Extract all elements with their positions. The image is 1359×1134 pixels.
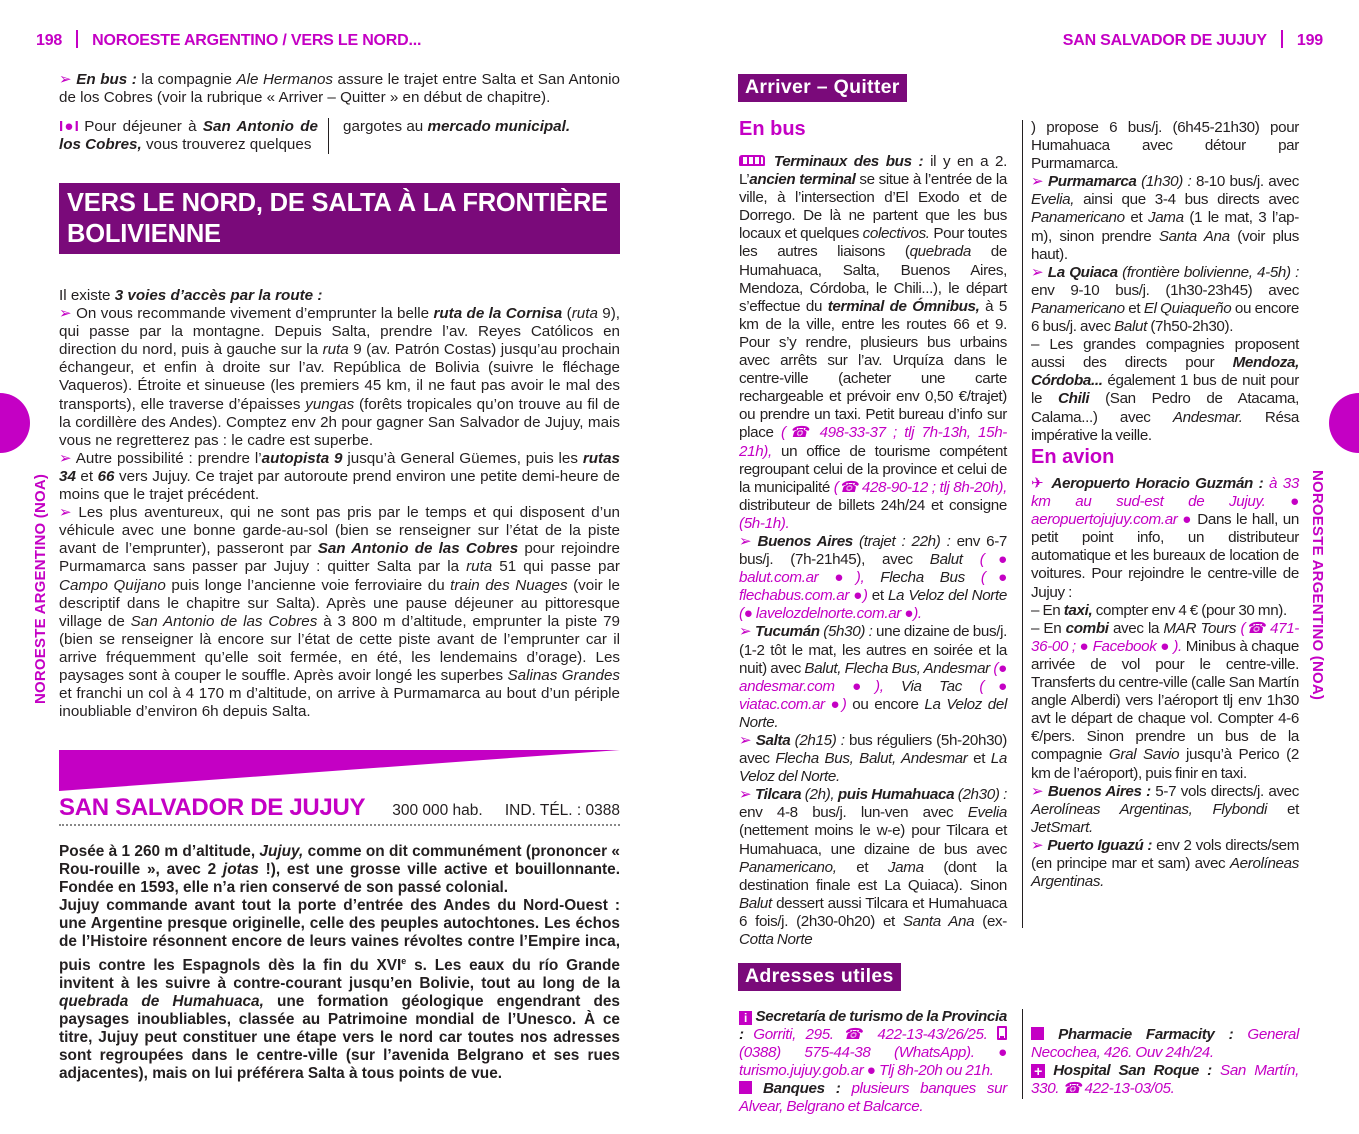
text-bold: rutas 34 [59, 449, 620, 485]
arrow-right-icon: ➢ [739, 732, 752, 749]
adresses-column-1 [739, 1008, 1007, 1117]
link-flechabus[interactable]: (● flechabus.com.ar ●) [739, 569, 1007, 605]
text: et [836, 858, 888, 876]
destination-label: Buenos Aires : [1047, 782, 1151, 800]
terminaux-paragraph [739, 153, 1007, 533]
city-phone-code: IND. TÉL. : 0388 [504, 802, 620, 819]
text: 8-10 bus/j. avec [1191, 173, 1299, 191]
adresses-column-2 [1031, 1026, 1299, 1098]
city-title: SAN SALVADOR DE JUJUY [59, 794, 366, 821]
right-column-1 [739, 153, 1007, 949]
secretaria-turismo [739, 1008, 1007, 1080]
arrow-right-icon: ➢ [1031, 836, 1044, 854]
bus-purmamarca [1031, 173, 1299, 263]
text-italic: train des Nuages [450, 576, 568, 594]
text-italic: San Antonio de las Cobres [130, 612, 318, 630]
text-italic: Balut [739, 894, 772, 912]
address-phone[interactable]: San Martín, 330. ☎ 422-13-03/05. [1031, 1062, 1300, 1098]
text: – Les grandes compagnies proposent aussi des directs pour [1031, 336, 1299, 372]
text-italic: Evelia, [1031, 191, 1075, 209]
address-label: Pharmacie Farmacity : [1058, 1026, 1234, 1043]
text: 5-7 vols directs/j. avec [1150, 782, 1299, 800]
intro-paragraph-2 [59, 897, 620, 1083]
text: Jujuy commande avant tout la porte d’entrée des Andes du Nord-Ouest : une Argentine presque originelle, celle des peuples autochtones. Les échos de l’Histoire résonnent encore de leurs vaines révoltes contre l’Empire inca, puis contre les Espagnols dès la fin du XVI [59, 897, 620, 974]
text: compter env 4 € (pour 30 mn). [1092, 601, 1287, 619]
text: (forêts tropicales qu’on trouve au fil de la cordillère des Andes). Comptez env 2h pour gagner San Salvador de Jujuy, mais vous ne regretterez pas : le cadre est superbe. [59, 395, 620, 449]
text: Posée à 1 260 m d’altitude, [59, 843, 260, 860]
text: et franchi un col à 4 170 m d’altitude, on arrive à Purmamarca au bout d’un périple inoubliable d’environ 6h depuis Salta. [59, 685, 620, 721]
duration: (trajet : 22h) : [852, 532, 951, 550]
text-bold: combi [1065, 619, 1109, 637]
destination-label: puis Humahuaca [834, 786, 955, 804]
right-column-2 [1031, 119, 1299, 445]
text-italic: Balut [1114, 318, 1147, 336]
text: 51 qui passe par [492, 558, 620, 576]
text: (voir plus haut). [1031, 227, 1299, 263]
text-italic: Jama [1147, 209, 1184, 227]
bus-salta [739, 732, 1007, 786]
wedge-shape [59, 750, 620, 791]
duration: (2h30) : [954, 786, 1007, 804]
text-italic: Jama [887, 858, 924, 876]
text-italic: Evelia [967, 804, 1007, 822]
text: On vous recommande vivement d’emprunter la belle [71, 305, 434, 323]
arrow-right-icon: ➢ [739, 532, 752, 550]
mar-tours-contact[interactable]: (☎ 471-36-00 ; ● Facebook ● ). [1031, 619, 1299, 655]
arrow-right-icon: ➢ [59, 71, 72, 88]
address-label: Hospital San Roque : [1053, 1062, 1212, 1080]
page-number-right: 199 [1296, 32, 1323, 49]
text-bold: Mendoza, Córdoba... [1031, 354, 1299, 390]
en-bus-paragraph [59, 71, 620, 107]
text: – En [1031, 619, 1066, 637]
text-italic: La Veloz del Norte. [739, 695, 1008, 731]
text: et [1124, 209, 1148, 227]
hospital-cross-icon: + [1031, 1064, 1045, 1078]
text-italic: Balut, Flecha Bus, Andesmar [804, 659, 990, 677]
text-bold: ancien terminal [749, 171, 856, 189]
link-andesmar[interactable]: (● andesmar.com ●), [739, 659, 1008, 695]
running-header-left [36, 30, 421, 50]
duration: (2h), [801, 786, 835, 804]
text: à 3 800 m d’altitude, emprunter la piste 79 (bien se renseigner là encore sur l’état de cette piste avant de l’emprunter car il arrive fréquemment qu’elle soit fermée, en été, les lendemains d’orage). Les paysages sont à couper le souffle. Après avoir longé les superbes [59, 612, 621, 684]
pharmacie [1031, 1026, 1299, 1062]
heading-en-bus: En bus [739, 118, 806, 140]
text: à 5 km de la ville, entre les routes 66 et 9. Pour s’y rendre, plusieurs bus urbains avec arrêts sur l’av. Urquíza dans le centre-ville (acheter une carte rechargeable et prévoir env 0,50 €/trajet) ou prendre un taxi. Petit bureau d’info sur place [739, 297, 1008, 442]
text: vers Jujuy. Ce trajet par autoroute prend environ une petite demi-heure de moins que le trajet précédent. [59, 467, 620, 504]
text: Dans le hall, un petit point info, un distributeur automatique et les bureaux de location de voitures. Pour rejoindre le centre-ville de Jujuy : [1031, 511, 1299, 601]
company-name: Ale Hermanos [236, 71, 334, 88]
destination-label: Tilcara [754, 786, 802, 804]
side-tab-label-right: NOROESTE ARGENTINO (NOA) [1309, 470, 1326, 701]
text: ou encore [846, 695, 925, 713]
text-italic: colectivos. [862, 225, 930, 243]
section-badge-arriver-quitter: Arriver – Quitter [738, 74, 907, 102]
text: un office de tourisme compétent regroupant celui de la province et celui de la municipalité [739, 442, 1007, 496]
column-divider [1022, 120, 1023, 928]
text: Autre possibilité : prendre l’ [71, 449, 262, 467]
restaurant-icon: I●I [59, 118, 78, 135]
grandes-compagnies [1031, 336, 1299, 445]
text: ou encore 6 bus/j. avec [1031, 299, 1299, 336]
link-aeropuertojujuy[interactable]: à 33 km au sud-est de Jujuy. ● aeropuertojujuy.com.ar ● [1031, 475, 1299, 529]
text-italic: Aerolíneas Argentinas, Flybondi [1031, 800, 1268, 818]
destination-label: Buenos Aires [757, 532, 853, 550]
link-viatac[interactable]: (● viatac.com.ar ●) [739, 677, 1007, 713]
text: gargotes au [343, 118, 428, 135]
text-italic: Via Tac [883, 677, 962, 695]
text: jusqu’à Perico (2 km de l’aéroport), puis finir en taxi. [1031, 746, 1299, 782]
section-title-right: SAN SALVADOR DE JUJUY [1062, 32, 1267, 49]
text: Résa impérative la veille. [1031, 408, 1299, 444]
dejeuner-col-2 [329, 118, 570, 154]
destination-label: Puerto Iguazú : [1047, 836, 1153, 854]
bus-la-quiaca [1031, 264, 1299, 336]
combi-paragraph [1031, 620, 1299, 783]
arrow-right-icon: ➢ [59, 305, 72, 323]
text: et [1124, 299, 1144, 317]
market-name: mercado municipal. [427, 118, 571, 135]
text: – En [1031, 601, 1064, 619]
thumb-tab-left [0, 393, 30, 453]
text: env 4-8 bus/j. lun-ven avec [739, 804, 968, 822]
text: 9 (av. Patrón Costas) jusqu’au prochain échangeur, et enfin à droite sur l’av. República de Bolivia (suivre le fléchage Vaqueros). Étroite et sinueuse (les premiers 45 km, il ne faut pas avoir le mal des transports), elle traverse d’épaisses [59, 341, 620, 413]
arrow-right-icon: ➢ [1031, 173, 1044, 191]
header-divider [1281, 30, 1283, 48]
text: ( [562, 305, 572, 323]
text: comme on dit communément (prononcer « Rou-rouille », avec 2 [59, 843, 620, 879]
destination-label: Salta [755, 732, 791, 749]
en-bus-label: En bus : [76, 71, 137, 88]
chapter-banner: VERS LE NORD, DE SALTA À LA FRONTIÈRE BOLIVIENNE [59, 183, 620, 254]
address-detail: plusieurs banques sur Alvear, Belgrano et Balcarce. [739, 1080, 1007, 1116]
intro-paragraph-1 [59, 843, 620, 897]
text-italic: Campo Quijano [59, 576, 166, 594]
text-italic: Panamericano [1031, 299, 1125, 317]
text: (7h50-2h30). [1146, 318, 1234, 336]
text-italic: Panamericano, [739, 858, 837, 876]
whatsapp-website-hours[interactable]: (0388) 575-44-38 (WhatsApp). ● turismo.jujuy.gob.ar ● Tlj 8h-20h ou 21h. [739, 1044, 1007, 1080]
destination-label: La Quiaca [1047, 263, 1118, 281]
text-italic: El Quiaqueño [1143, 299, 1232, 317]
text-italic: ruta [571, 305, 598, 323]
address-label: Secretaría de turismo de la Provincia : [739, 1008, 1007, 1044]
text-italic: La Veloz del Norte [887, 587, 1007, 605]
text: (1 le mat, 3 l’ap-m), sinon prendre [1031, 209, 1299, 245]
text: (dont la destination finale est La Quiaca). Sinon [739, 858, 1007, 894]
text: puis longe l’ancienne voie ferroviaire du [165, 576, 451, 594]
text-italic: quebrada de Humahuaca, [59, 992, 264, 1010]
text-italic: quebrada [909, 243, 971, 261]
link-lavelozdelnorte[interactable]: (● lavelozdelnorte.com.ar ●). [739, 605, 922, 623]
routes-intro-bold: 3 voies d’accès par la route : [114, 287, 323, 304]
text: Pour toutes les autres liaisons ( [739, 225, 1007, 261]
route-3 [59, 504, 620, 721]
duration: (frontière bolivienne, 4-5h) : [1117, 263, 1299, 281]
text-italic: Jujuy, [259, 843, 304, 860]
avion-buenos-aires [1031, 783, 1299, 837]
text-italic: Salinas Grandes [507, 666, 620, 684]
text: de Humahuaca, Salta, Buenos Aires, Mendoza, Córdoba, le Chili...), le départ s’effectue du [739, 243, 1007, 315]
text: pour rejoindre Purmamarca sans passer par Jujuy : quitter Salta par la [59, 540, 620, 576]
text: ) propose 6 bus/j. (6h45-21h30) pour Humahuaca avec détour par Purmamarca. [1031, 119, 1299, 173]
tourism-phone-hours[interactable]: (☎ 428-90-12 ; tlj 8h-20h), [833, 478, 1007, 496]
text: vous trouverez quelques [141, 136, 312, 154]
text-italic: ruta [466, 558, 493, 576]
running-header-right [1063, 30, 1323, 50]
text-italic: Balut [929, 551, 963, 569]
arrow-right-icon: ➢ [1031, 782, 1044, 800]
text-bold: San Antonio de las Cobres [317, 540, 519, 558]
text-italic: JetSmart. [1031, 818, 1093, 836]
text: (ex- [974, 912, 1007, 930]
info-phone-hours[interactable]: (☎ 498-33-37 ; tlj 7h-13h, 15h-21h), [739, 424, 1007, 460]
text-italic: Panamericano [1031, 209, 1125, 227]
text: distributeur de billets 24h/24 et consigne [739, 496, 1007, 514]
text-italic: ruta [322, 341, 349, 359]
text: il y en a 2. L’ [739, 153, 1007, 189]
text-italic: Santa Ana [902, 912, 975, 930]
text: une dizaine de bus/j. (1-2 tôt le mat, les autres en soirée et la nuit) avec [739, 623, 1007, 677]
text: la compagnie [136, 71, 237, 88]
text: et [1267, 800, 1299, 818]
airport-label: Aeropuerto Horacio Guzmán : [1051, 475, 1264, 492]
city-intro [59, 843, 620, 1083]
text: s. Les eaux du río Grande invitent à les suivre à contre-courant jusqu’en Bolivie, tout au long de la [59, 956, 620, 992]
text-italic: Aerolíneas Argentinas. [1031, 854, 1299, 891]
text-italic: Flecha Bus [864, 569, 965, 587]
arrow-right-icon: ➢ [59, 504, 72, 522]
text: et [867, 587, 888, 605]
dejeuner-block [59, 118, 620, 154]
avion-iguazu [1031, 837, 1299, 891]
thumb-tab-right [1329, 393, 1359, 453]
text: se situe à l’entrée de la ville, à l’intersection d’El Exodo et de Dorrego. De là ne partent que les bus locaux et quelques [739, 171, 1007, 243]
dejeuner-col-1 [59, 118, 329, 154]
place-name: San Antonio de los Cobres, [59, 118, 318, 154]
text-italic: Flecha Bus, Balut, Andesmar [775, 750, 968, 768]
destination-label: Purmamarca [1047, 173, 1137, 191]
text-italic: La Veloz del Norte. [739, 750, 1007, 786]
arrow-right-icon: ➢ [59, 449, 72, 467]
text-bold: terminal de Ómnibus, [827, 297, 980, 315]
page-number-left: 198 [36, 32, 63, 49]
text: env 6-7 bus/j. (7h-21h45), avec [739, 532, 1008, 569]
column-divider [1022, 1009, 1023, 1099]
text-bold: Chili [1058, 390, 1090, 408]
arrow-right-icon: ➢ [1031, 263, 1044, 281]
arrow-right-icon: ➢ [739, 623, 752, 641]
link-balut[interactable]: (● balut.com.ar ●), [739, 551, 1007, 587]
text: (voir le descriptif dans le chapitre sur Salta). Après une pause déjeuner au pittoresque village de [59, 576, 620, 630]
text-bold: taxi, [1063, 601, 1093, 619]
address-label: Banques : [763, 1080, 841, 1098]
text: (San Pedro de Atacama, Calama...) avec [1031, 390, 1299, 426]
airplane-icon: ✈ [1031, 475, 1046, 492]
city-population: 300 000 hab. [392, 802, 483, 819]
heading-en-avion: En avion [1031, 446, 1115, 468]
duration: (2h15) : [790, 732, 845, 749]
text: et [967, 750, 991, 768]
bus-tucuman [739, 623, 1007, 732]
city-header [59, 794, 620, 826]
destination-label: Tucumán [754, 623, 820, 641]
bus-tilcara [739, 786, 1007, 949]
banques [739, 1080, 1007, 1116]
text: également 1 bus de nuit pour le [1031, 372, 1299, 408]
text: env 9-10 bus/j. (1h30-23h45) avec [1031, 281, 1299, 299]
terminaux-label: Terminaux des bus : [773, 153, 924, 170]
taxi-paragraph [1031, 602, 1299, 620]
section-title-left: NOROESTE ARGENTINO / VERS LE NORD... [92, 32, 422, 49]
square-bullet-icon [739, 1081, 752, 1094]
text-italic: Gral Savio [1108, 746, 1180, 764]
side-tab-label-left: NOROESTE ARGENTINO (NOA) [32, 473, 49, 704]
arrow-right-icon: ➢ [739, 786, 752, 804]
text: Les plus aventureux, qui ne sont pas pris par le temps et qui disposent d’un véhicule avec une bonne garde-au-sol (bien se renseigner sur l’état de la piste avant de l’emprunter), passeront par [59, 504, 620, 558]
text: 9), qui passe par la montagne. Depuis Salta, prendre l’av. Reyes Católicos en direction du nord, puis à gauche sur la [59, 305, 620, 359]
text-italic: yungas [305, 395, 355, 413]
address-detail: General Necochea, 426. Ouv 24h/24. [1031, 1026, 1299, 1062]
bus-buenos-aires [739, 533, 1007, 623]
text: dessert aussi Tilcara et Humahuaca 6 fois/j. (2h30-0h20) et [739, 894, 1007, 930]
text: Il existe [59, 287, 115, 304]
route-1 [59, 305, 620, 450]
text-italic: MAR Tours [1163, 619, 1237, 637]
text: et [75, 467, 98, 485]
consigne-hours: (5h-1h). [739, 514, 790, 532]
text: (nettement moins le w-e) pour Tilcara et Humahuaca, une dizaine de bus avec [739, 822, 1007, 858]
superscript: e [401, 955, 407, 966]
text: Pour déjeuner à [77, 118, 203, 135]
mobile-phone-icon [997, 1026, 1007, 1040]
aeropuerto-paragraph [1031, 475, 1299, 602]
text-italic: jotas [222, 861, 259, 879]
text-bold: autopista 9 [261, 449, 343, 467]
text: ainsi que 3-4 bus directs avec [1074, 191, 1299, 209]
text: assure le trajet entre Salta et San Antonio de los Cobres (voir la rubrique « Arriver – Quitter » en début de chapitre). [59, 71, 620, 107]
header-divider [76, 30, 78, 48]
text-italic: Andesmar. [1172, 408, 1243, 426]
tilcara-continued [1031, 119, 1299, 173]
text-italic: Santa Ana [1158, 227, 1230, 245]
section-badge-adresses-utiles: Adresses utiles [738, 963, 901, 991]
route-2 [59, 450, 620, 504]
square-bullet-icon [1031, 1027, 1044, 1040]
right-column-2-avion [1031, 475, 1299, 891]
address-phone[interactable]: Gorriti, 295. ☎ 422-13-43/26/25. [743, 1026, 988, 1044]
info-icon: i [739, 1011, 752, 1025]
routes-intro [59, 287, 620, 305]
text: !), est une grosse ville active et bouillonnante. Fondée en 1593, elle n’a rien conservé de son passé colonial. [59, 861, 620, 897]
text: une formation géologique engendrant des paysages inoubliables, classée au Patrimoine mondial de l’Unesco. À ce titre, Jujuy peut constituer une étape vers le nord car toutes nos adresses sont regroupées dans le centre-ville (sur l’avenida Belgrano et ses rues adjacentes), mais on lui préférera Salta à tous points de vue. [59, 992, 620, 1083]
hospital [1031, 1062, 1299, 1098]
routes-section [59, 287, 620, 721]
text: Minibus à chaque arrivée de vol pour le centre-ville. Transferts du centre-ville (calle San Martín angle Alberdi) vers l’aéroport tlj env 1h30 avt le départ de chaque vol. Compter 4-6 €/pers. Sinon prendre un bus de la compagnie [1031, 637, 1299, 764]
text: jusqu’à General Güemes, puis les [342, 449, 583, 467]
text: avec la [1108, 619, 1164, 637]
text-italic: Cotta Norte [739, 931, 813, 949]
decorative-wedge [59, 750, 620, 791]
duration: (1h30) : [1136, 173, 1192, 191]
text-bold: ruta de la Cornisa [433, 305, 563, 323]
bus-icon [739, 155, 765, 166]
text-bold: 66 [97, 467, 115, 485]
text: bus réguliers (5h-20h30) avec [739, 732, 1007, 768]
duration: (5h30) : [819, 623, 873, 641]
text: env 2 vols directs/sem (en principe mar et sam) avec [1031, 836, 1299, 872]
